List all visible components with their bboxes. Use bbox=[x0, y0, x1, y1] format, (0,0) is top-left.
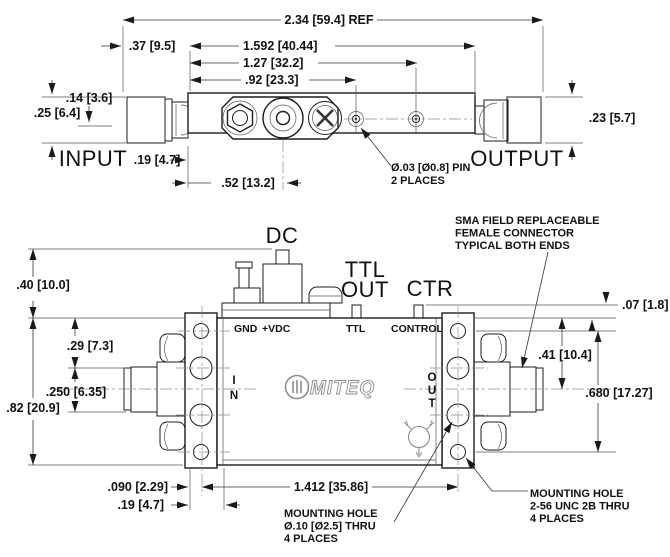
pin-note-line1: Ø.03 [Ø0.8] PIN bbox=[391, 162, 471, 174]
port-in-letter: N bbox=[229, 390, 239, 402]
dim-pin-height: .07 [1.8] bbox=[622, 298, 669, 312]
control-pin bbox=[414, 305, 423, 318]
side-input-connector bbox=[124, 334, 185, 450]
side-output-connector bbox=[474, 334, 543, 450]
ctr-label: CTR bbox=[406, 276, 454, 301]
top-input-connector bbox=[127, 97, 196, 143]
flange-screw bbox=[481, 422, 506, 450]
hole2-note-line2: 2-56 UNC 2B THRU bbox=[530, 500, 630, 513]
terminal-plate bbox=[222, 303, 330, 318]
port-out-letter: U bbox=[427, 385, 437, 397]
sma-note-line2: FEMALE CONNECTOR bbox=[455, 227, 574, 240]
miteq-logo-text: MITEQ bbox=[310, 378, 376, 399]
port-out-letter: O bbox=[427, 372, 437, 384]
flange-screw bbox=[160, 334, 185, 362]
hole2-note-line1: MOUNTING HOLE bbox=[530, 488, 624, 500]
hole1-note-line2: Ø.10 [Ø2.5] THRU bbox=[284, 520, 376, 533]
dim-output-od: .23 [5.7] bbox=[588, 111, 636, 125]
panel-control: CONTROL bbox=[391, 323, 443, 335]
ttl-out-label-line2: OUT bbox=[341, 277, 389, 302]
feedthru-capacitor bbox=[309, 287, 342, 303]
port-in-letter: I bbox=[232, 375, 236, 387]
dc-label: DC bbox=[265, 223, 299, 248]
flange-screw bbox=[160, 422, 185, 450]
panel-gnd: GND bbox=[234, 323, 258, 335]
dim-dc-height: .40 [10.0] bbox=[16, 278, 70, 292]
dim-hole-span: 1.412 [35.86] bbox=[293, 480, 369, 494]
dim-coupling: .19 [4.7] bbox=[133, 153, 181, 167]
top-boss bbox=[222, 97, 338, 139]
hole1-note-line1: MOUNTING HOLE bbox=[284, 508, 378, 520]
panel-vdc: +VDC bbox=[262, 323, 291, 335]
ttl-pin bbox=[352, 305, 361, 318]
dc-assembly bbox=[222, 250, 423, 318]
output-label: OUTPUT bbox=[470, 146, 564, 171]
dim-pin-near: .92 [23.3] bbox=[245, 73, 299, 87]
dim-boss: .52 [13.2] bbox=[221, 176, 275, 190]
dim-edge: .090 [2.29] bbox=[107, 480, 168, 494]
hole2-note-leader bbox=[466, 458, 528, 491]
dim-centerline: .41 [10.4] bbox=[538, 348, 592, 362]
ttl-out-label-line1: TTL bbox=[344, 257, 386, 282]
sma-note-line1: SMA FIELD REPLACEABLE bbox=[455, 215, 600, 227]
hole1-note-line3: 4 PLACES bbox=[284, 533, 338, 545]
dim-mount-span: .680 [17.27] bbox=[585, 386, 653, 400]
port-out-letter: T bbox=[428, 398, 436, 410]
flange-screw bbox=[481, 334, 506, 362]
dim-conn-od: .250 [6.35] bbox=[45, 385, 107, 399]
input-label: INPUT bbox=[58, 146, 128, 171]
dim-body-height: .82 [20.9] bbox=[6, 401, 60, 415]
dim-conn-top: .29 [7.3] bbox=[66, 339, 114, 353]
dim-conn-len: .19 [4.7] bbox=[117, 498, 164, 512]
dim-connector-len: .37 [9.5] bbox=[128, 39, 176, 53]
dim-connector-od: .25 [6.4] bbox=[33, 106, 81, 120]
pin-note-line2: 2 PLACES bbox=[391, 175, 445, 187]
top-output-connector bbox=[475, 97, 541, 143]
dc-connector bbox=[263, 264, 302, 303]
sma-note-line3: TYPICAL BOTH ENDS bbox=[455, 240, 570, 252]
dim-pin-far: 1.27 [32.2] bbox=[243, 56, 304, 70]
dim-body-len: 1.592 [40.44] bbox=[243, 39, 318, 53]
gnd-terminal bbox=[234, 288, 260, 303]
top-view bbox=[34, 13, 636, 190]
side-view bbox=[6, 215, 668, 545]
hole2-note-line3: 4 PLACES bbox=[530, 513, 584, 525]
dim-hex: .14 [3.6] bbox=[65, 91, 113, 105]
panel-ttl: TTL bbox=[346, 323, 366, 335]
dim-overall: 2.34 [59.4] REF bbox=[284, 13, 374, 27]
